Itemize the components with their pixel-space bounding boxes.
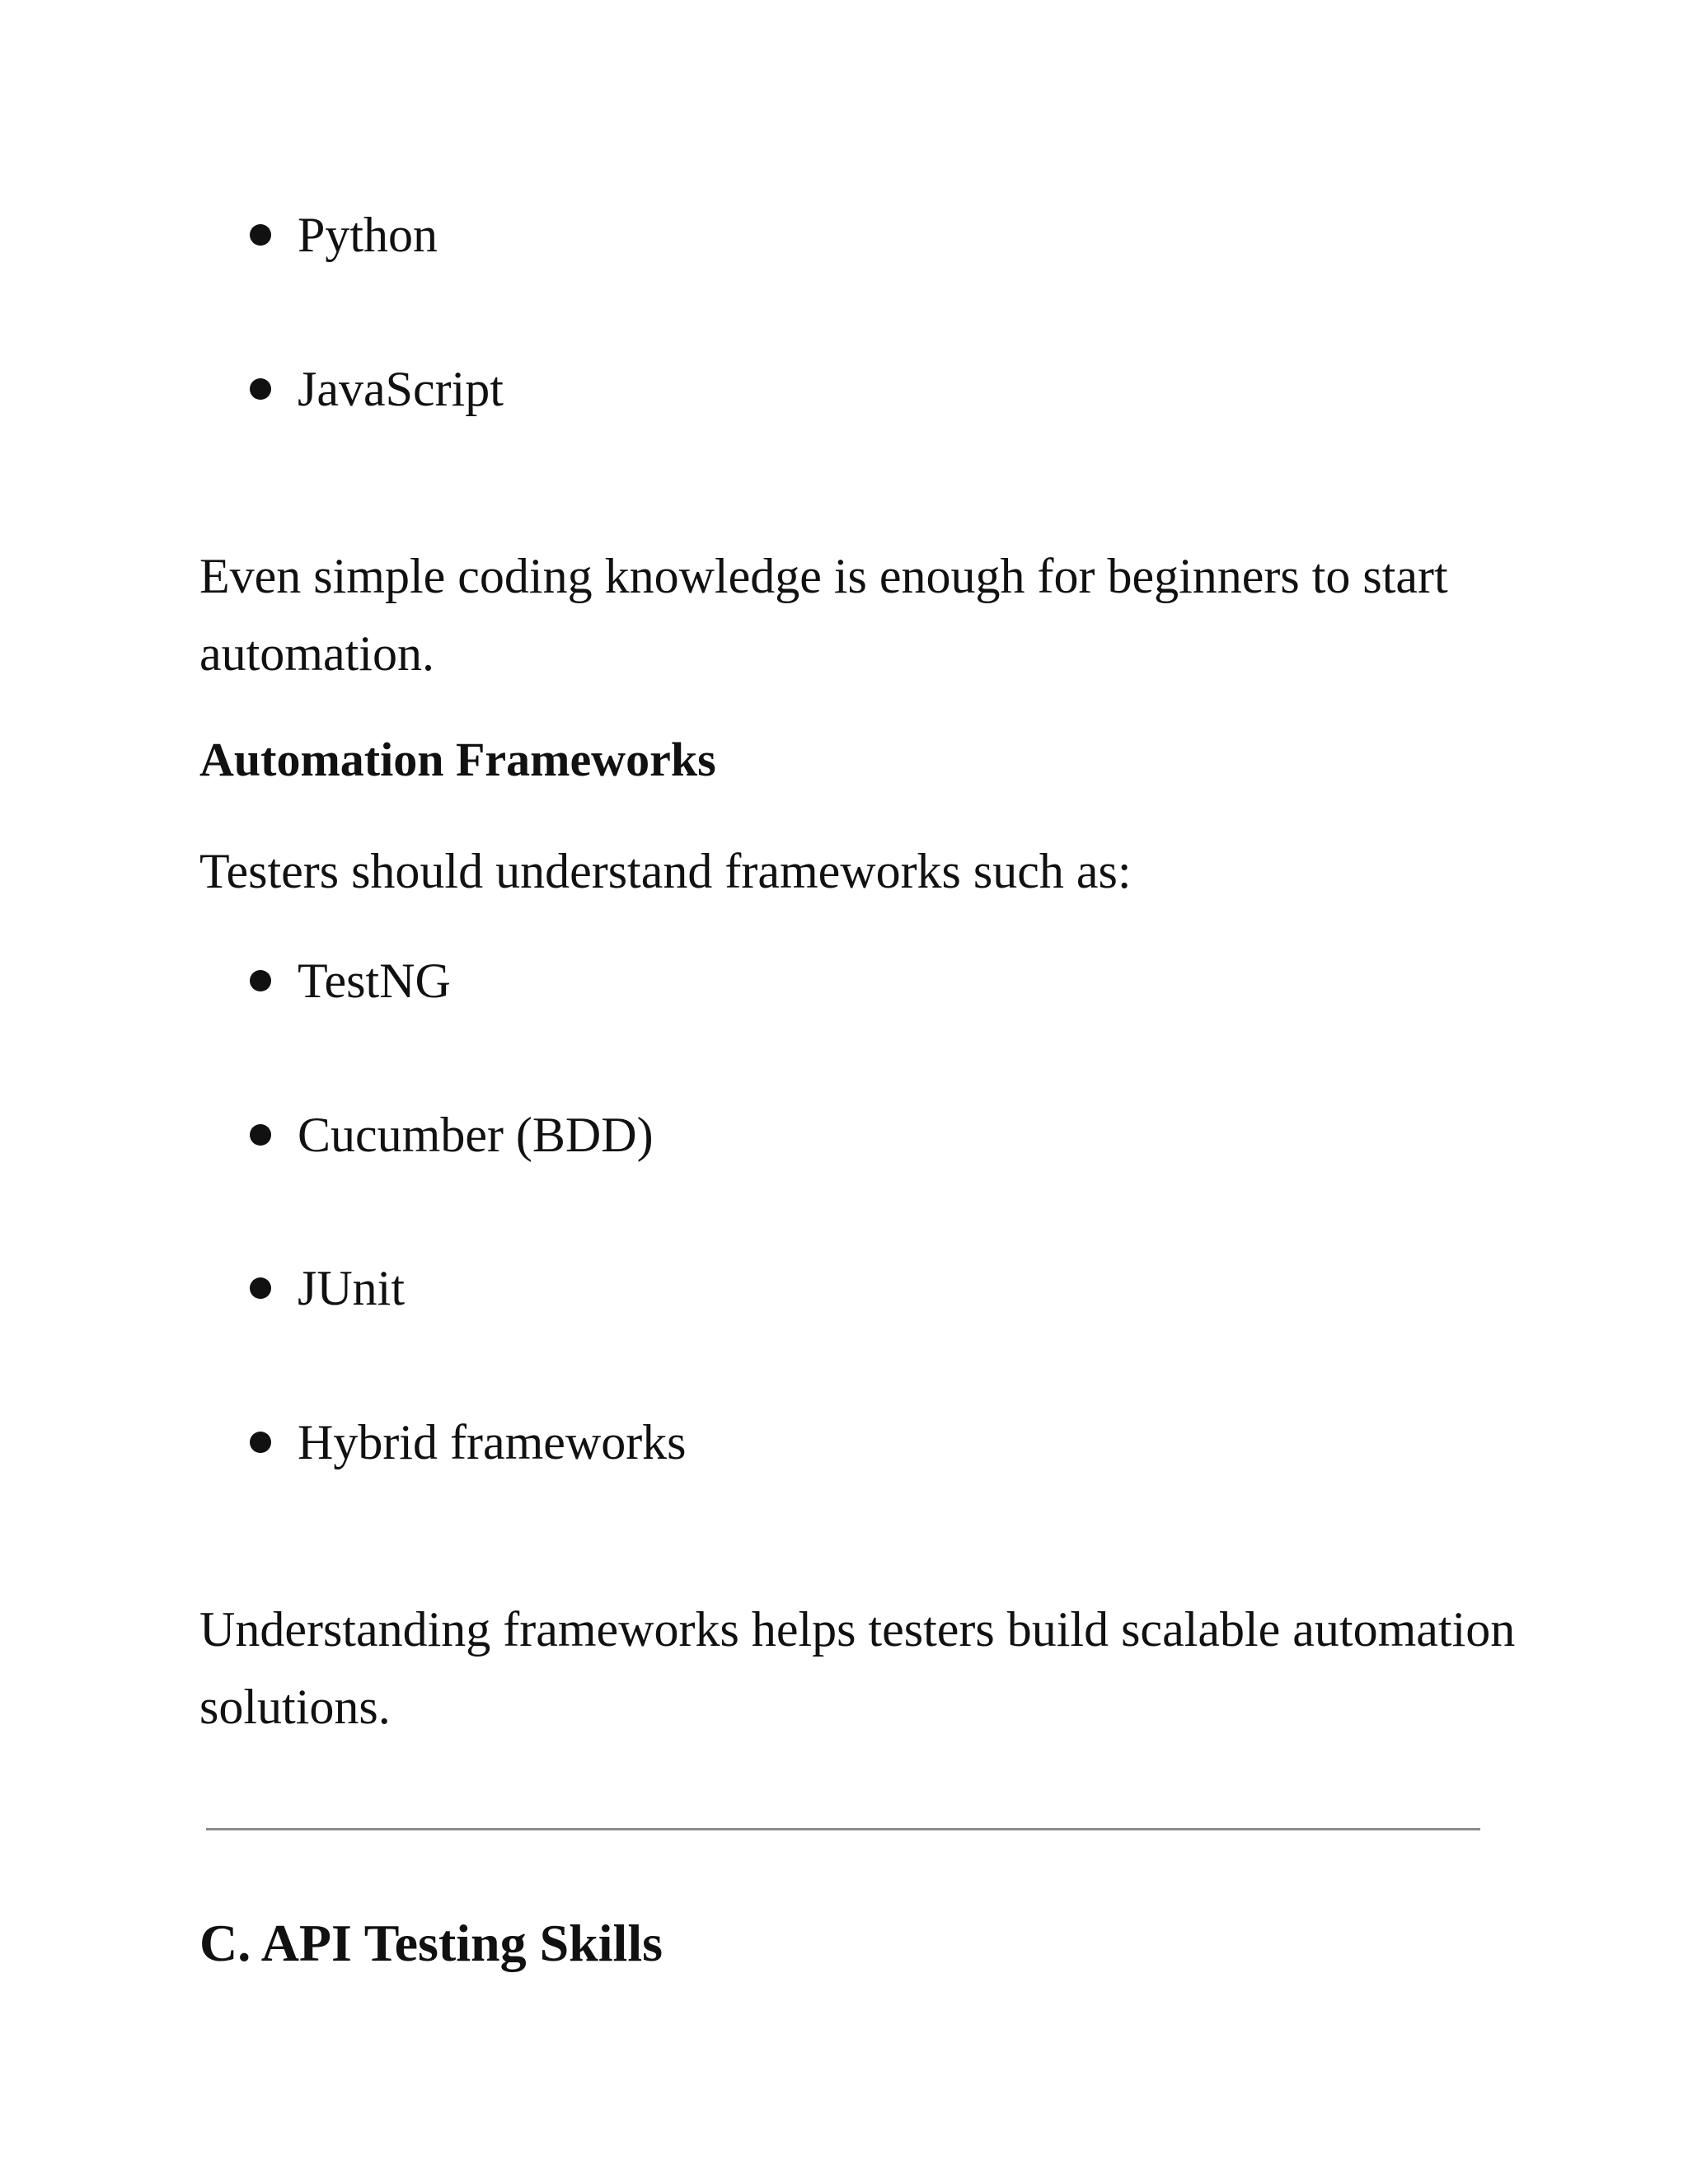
list-item xyxy=(250,944,451,1018)
paragraph-frameworks-note: Understanding frameworks helps testers build scalable automation solutions. xyxy=(199,1602,1516,1734)
paragraph-frameworks-intro: Testers should understand frameworks such as: xyxy=(199,844,1132,898)
bullet-icon xyxy=(250,378,271,400)
bullet-icon xyxy=(250,1432,271,1453)
bullet-icon xyxy=(250,1277,271,1299)
horizontal-divider xyxy=(206,1828,1480,1830)
bullet-icon xyxy=(250,970,271,991)
paragraph-coding-note: Even simple coding knowledge is enough for beginners to start automation. xyxy=(199,549,1448,681)
list-item xyxy=(250,1098,654,1172)
list-item-label: Cucumber (BDD) xyxy=(298,1108,654,1162)
list-item xyxy=(250,1405,687,1479)
list-item xyxy=(250,352,504,426)
list-item-label: JavaScript xyxy=(298,362,504,416)
list-item xyxy=(250,198,438,272)
bullet-icon xyxy=(250,224,271,246)
list-item-label: Hybrid frameworks xyxy=(298,1415,687,1469)
subheading-automation-frameworks: Automation Frameworks xyxy=(199,733,716,786)
list-item-label: JUnit xyxy=(298,1261,406,1315)
bullet-icon xyxy=(250,1124,271,1146)
list-item-label: Python xyxy=(298,208,438,262)
list-item xyxy=(250,1251,405,1325)
section-heading-api-testing: C. API Testing Skills xyxy=(199,1914,663,1972)
list-item-label: TestNG xyxy=(298,954,451,1008)
